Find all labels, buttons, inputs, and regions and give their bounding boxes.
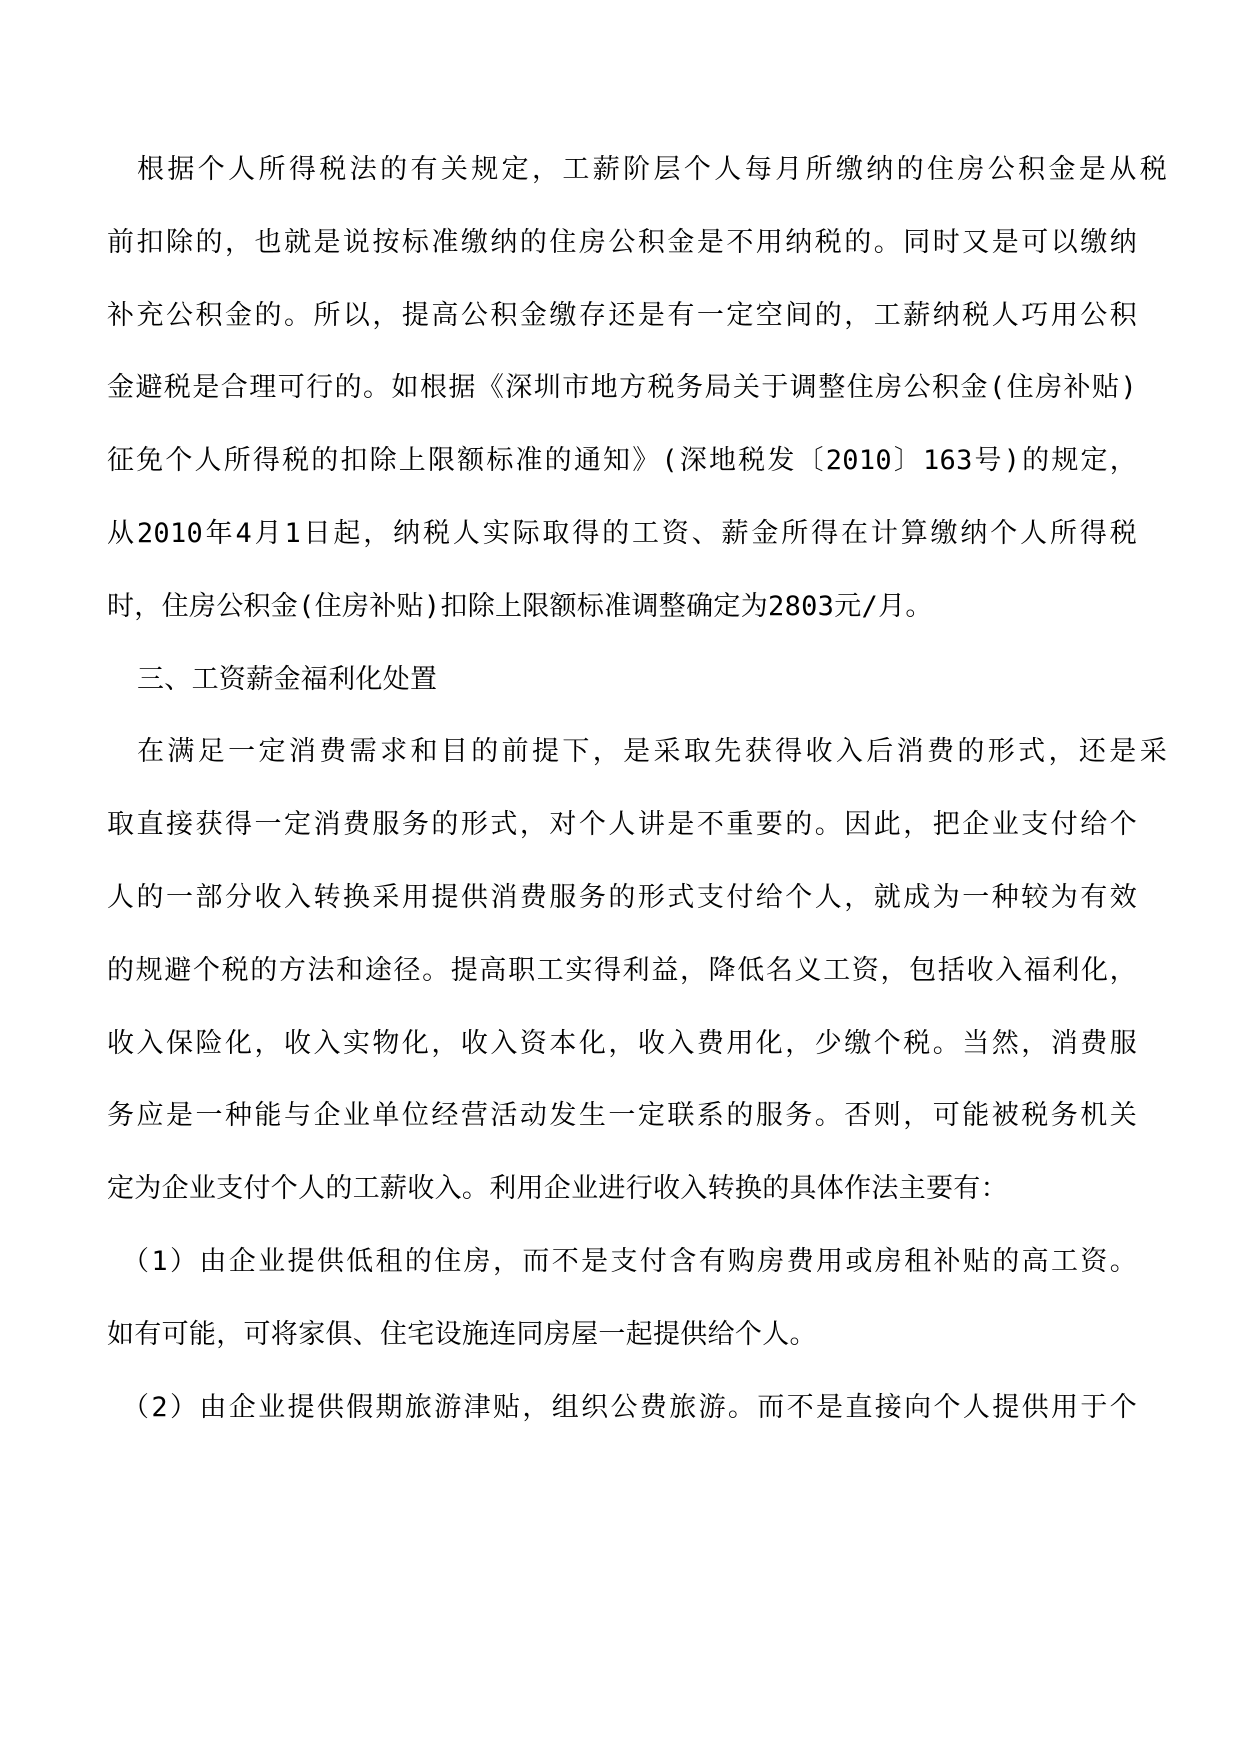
list-item: （1）由企业提供低租的住房，而不是支付含有购房费用或房租补贴的高工资。: [122, 1246, 1137, 1277]
text-line: 人的一部分收入转换采用提供消费服务的形式支付给个人，就成为一种较为有效: [107, 882, 1137, 913]
text-line: 金避税是合理可行的。如根据《深圳市地方税务局关于调整住房公积金(住房补贴): [107, 372, 1137, 403]
text-line: 收入保险化，收入实物化，收入资本化，收入费用化，少缴个税。当然，消费服: [107, 1028, 1137, 1059]
text-line: 时，住房公积金(住房补贴)扣除上限额标准调整确定为2803元/月。: [107, 591, 933, 622]
list-item: （2）由企业提供假期旅游津贴，组织公费旅游。而不是直接向个人提供用于个: [122, 1392, 1137, 1423]
text-line: 务应是一种能与企业单位经营活动发生一定联系的服务。否则，可能被税务机关: [107, 1100, 1137, 1131]
text-line: 定为企业支付个人的工薪收入。利用企业进行收入转换的具体作法主要有：: [107, 1173, 1008, 1204]
text-line: 补充公积金的。所以，提高公积金缴存还是有一定空间的，工薪纳税人巧用公积: [107, 300, 1137, 331]
text-line: 的规避个税的方法和途径。提高职工实得利益，降低名义工资，包括收入福利化，: [107, 955, 1137, 986]
text-line: 从2010年4月1日起，纳税人实际取得的工资、薪金所得在计算缴纳个人所得税: [107, 518, 1137, 549]
text-line: 根据个人所得税法的有关规定，工薪阶层个人每月所缴纳的住房公积金是从税: [137, 154, 1167, 185]
text-line: 在满足一定消费需求和目的前提下，是采取先获得收入后消费的形式，还是采: [137, 736, 1167, 767]
text-line: 征免个人所得税的扣除上限额标准的通知》(深地税发〔2010〕163号)的规定，: [107, 445, 1137, 476]
section-heading: 三、工资薪金福利化处置: [137, 664, 438, 695]
text-line: 前扣除的，也就是说按标准缴纳的住房公积金是不用纳税的。同时又是可以缴纳: [107, 227, 1137, 258]
text-line: 取直接获得一定消费服务的形式，对个人讲是不重要的。因此，把企业支付给个: [107, 809, 1137, 840]
text-line: 如有可能，可将家俱、住宅设施连同房屋一起提供给个人。: [107, 1319, 817, 1350]
